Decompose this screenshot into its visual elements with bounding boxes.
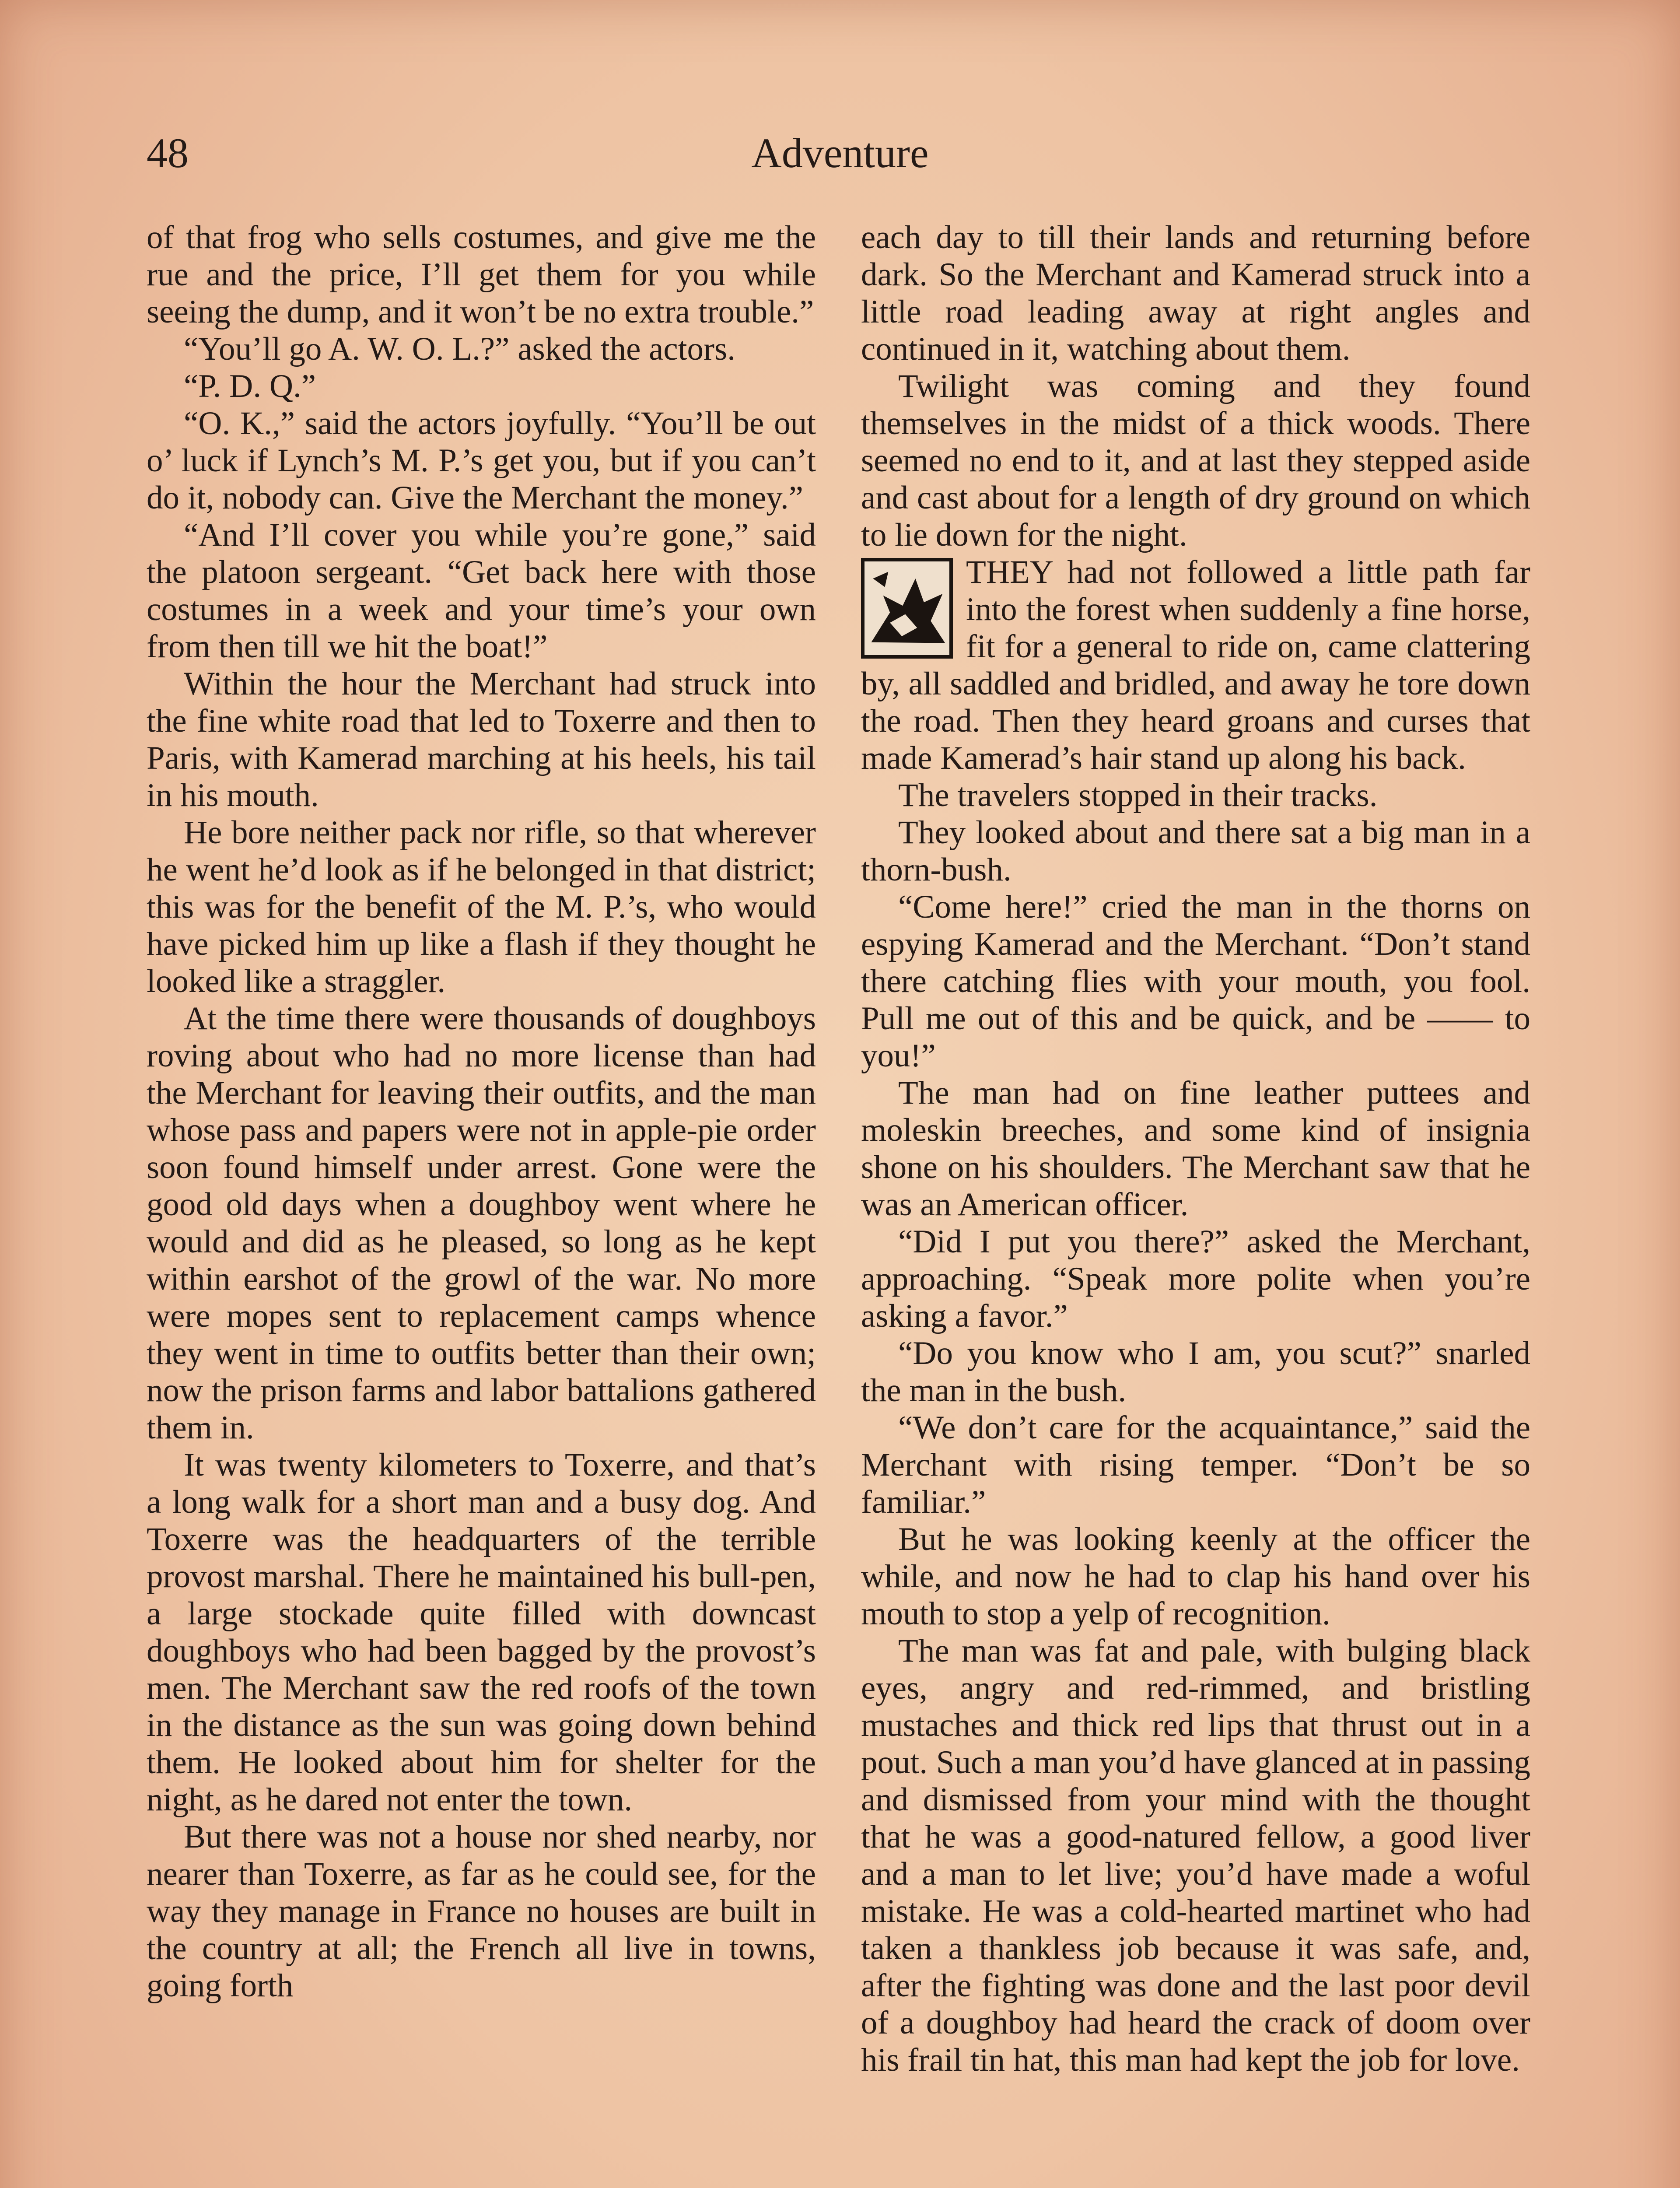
paragraph: “We don’t care for the acquaintance,” said the Merchant with rising temper. “Don’t be so familiar.”: [861, 1410, 1530, 1520]
paragraph: But there was not a house nor shed nearby, nor nearer than Toxerre, as far as he could see, for the way they manage in France no houses are built in the country at all; the French all live in towns, going forth: [147, 1819, 816, 2004]
paragraph: “You’ll go A. W. O. L.?” asked the actors.: [184, 331, 735, 367]
paragraph: each day to till their lands and returning before dark. So the Merchant and Kamerad struck into a little road leading away at right angles and continued in it, watching about them.: [861, 219, 1530, 367]
page-header: [147, 125, 1533, 182]
paragraph: But he was looking keenly at the officer the while, and now he had to clap his hand over his mouth to stop a yelp of recognition.: [861, 1521, 1530, 1632]
paragraph: of that frog who sells costumes, and give me the rue and the price, I’ll get them for you while seeing the dump, and it won’t be no extra trouble.”: [147, 219, 816, 330]
paragraph: The man had on fine leather puttees and moleskin breeches, and some kind of insignia shone on his shoulders. The Merchant saw that he was an American officer.: [861, 1075, 1530, 1223]
paragraph: At the time there were thousands of doughboys roving about who had no more license than had the Merchant for leaving their outfits, and the man whose pass and papers were not in apple-pie order soon found himself under arrest. Gone were the good old days when a doughboy went where he would and did as he pleased, so long as he kept within earshot of the growl of the war. No more were mopes sent to replacement camps whence they went in time to outfits better than their own; now the prison farms and labor battalions gathered them in.: [147, 1000, 816, 1446]
paragraph: The travelers stopped in their tracks.: [898, 777, 1378, 813]
paragraph: They looked about and there sat a big man in a thorn-bush.: [861, 814, 1530, 888]
paragraph: “P. D. Q.”: [184, 368, 316, 404]
magazine-title: Adventure: [751, 130, 929, 176]
paragraph: “Did I put you there?” asked the Merchant, approaching. “Speak more polite when you’re asking a favor.”: [861, 1224, 1530, 1334]
ornament-illustration: [864, 561, 949, 655]
paragraph: THEY had not followed a little path far into the forest when suddenly a fine horse, fit for a general to ride on, came clattering by, all saddled and bridled, and away he tore down the road. Then they heard groans and curses that made Kamerad’s hair stand up along his back.: [861, 554, 1530, 776]
paragraph: The man was fat and pale, with bulging black eyes, angry and red-rimmed, and bristling mustaches and thick red lips that thrust out in a pout. Such a man you’d have glanced at in passing and dismissed from your mind with the thought that he was a good-natured fellow, a good liver and a man to let live; you’d have made a woful mistake. He was a cold-hearted martinet who had taken a thankless job because it was safe, and, after the fighting was done and the last poor devil of a doughboy had heard the crack of doom over his frail tin hat, this man had kept the job for love.: [861, 1633, 1530, 2078]
paragraph: “Do you know who I am, you scut?” snarled the man in the bush.: [861, 1335, 1530, 1409]
paragraph: Within the hour the Merchant had struck into the fine white road that led to Toxerre and then to Paris, with Kamerad marching at his heels, his tail in his mouth.: [147, 666, 816, 813]
right-column: [861, 219, 1530, 2079]
left-column: [147, 219, 816, 2004]
paragraph: He bore neither pack nor rifle, so that wherever he went he’d look as if he belonged in that district; this was for the benefit of the M. P.’s, who would have picked him up like a flash if they thought he looked like a straggler.: [147, 814, 816, 999]
page-number: 48: [147, 130, 189, 176]
paragraph: “And I’ll cover you while you’re gone,” said the platoon sergeant. “Get back here with those costumes in a week and your time’s your own from then till we hit the boat!”: [147, 517, 816, 665]
paragraph: Twilight was coming and they found themselves in the midst of a thick woods. There seemed no end to it, and at last they stepped aside and cast about for a length of dry ground on which to lie down for the night.: [861, 368, 1530, 553]
paragraph: “O. K.,” said the actors joyfully. “You’ll be out o’ luck if Lynch’s M. P.’s get you, but if you can’t do it, nobody can. Give the Merchant the money.”: [147, 405, 816, 516]
paragraph: “Come here!” cried the man in the thorns on espying Kamerad and the Merchant. “Don’t stand there catching flies with your mouth, you fool. Pull me out of this and be quick, and be —— to you!”: [861, 889, 1530, 1074]
section-ornament-icon: [861, 558, 953, 659]
paragraph: It was twenty kilometers to Toxerre, and that’s a long walk for a short man and a busy dog. And Toxerre was the headquarters of the terrible provost marshal. There he maintained his bull-pen, a large stockade quite filled with downcast doughboys who had been bagged by the provost’s men. The Merchant saw the red roofs of the town in the distance as the sun was going down behind them. He looked about him for shelter for the night, as he dared not enter the town.: [147, 1447, 816, 1818]
